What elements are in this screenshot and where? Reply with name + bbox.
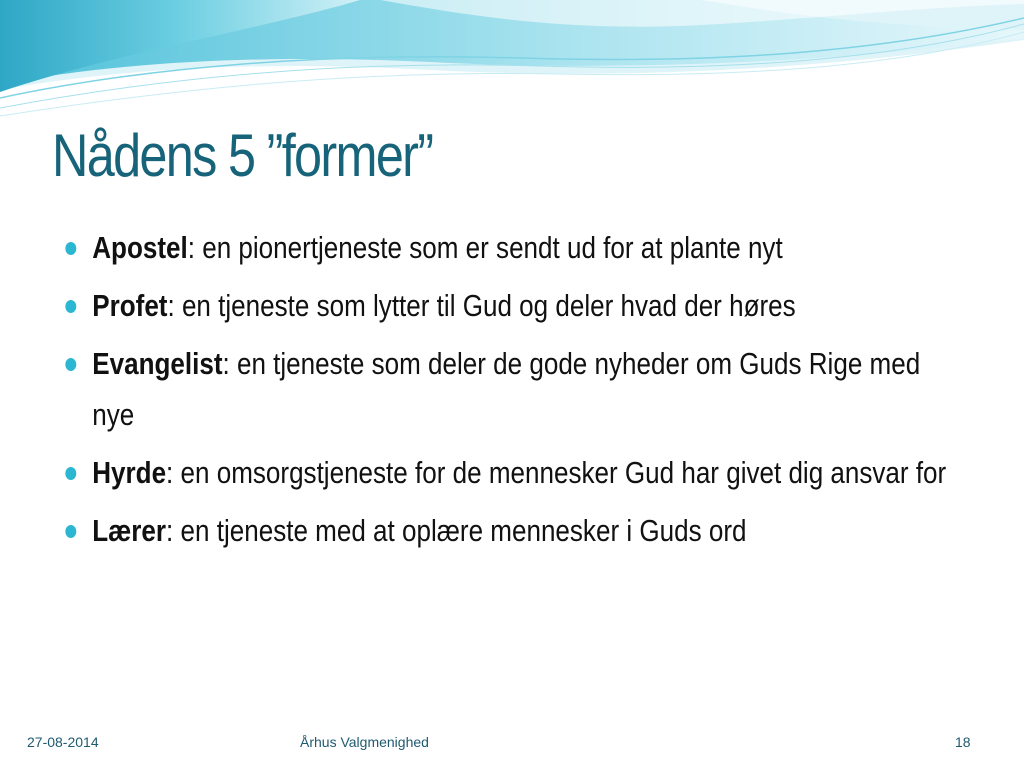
footer-organization: Århus Valgmenighed (300, 734, 429, 750)
bullet-dot-icon (65, 467, 76, 480)
wave-header-decoration (0, 0, 1024, 130)
bullet-dot-icon (65, 358, 76, 371)
bullet-term: Evangelist (92, 346, 223, 381)
bullet-text: : en tjeneste som lytter til Gud og deler hvad der høres (167, 288, 796, 323)
bullet-dot-icon (65, 300, 76, 313)
slide-title: Nådens 5 ”former” (52, 122, 433, 189)
bullet-term: Lærer (92, 513, 167, 548)
bullet-text: : en tjeneste som deler de gode nyheder om Guds Rige med nye (92, 346, 921, 432)
bullet-text: : en omsorgstjeneste for de mennesker Gud har givet dig ansvar for (166, 455, 947, 490)
bullet-item (62, 280, 969, 331)
bullet-dot-icon (65, 525, 76, 538)
bullet-item (62, 222, 969, 273)
bullet-term: Profet (92, 288, 168, 323)
footer-page-number: 18 (955, 734, 971, 750)
bullet-item (62, 447, 969, 498)
bullet-text: : en pionertjeneste som er sendt ud for at plante nyt (187, 230, 783, 265)
bullet-term: Apostel (92, 230, 188, 265)
bullet-text: : en tjeneste med at oplære mennesker i Guds ord (166, 513, 747, 548)
footer-date: 27-08-2014 (27, 734, 99, 750)
bullet-term: Hyrde (92, 455, 167, 490)
bullet-dot-icon (65, 242, 76, 255)
bullet-list (62, 222, 969, 563)
bullet-item (62, 505, 969, 556)
bullet-item (62, 338, 969, 440)
